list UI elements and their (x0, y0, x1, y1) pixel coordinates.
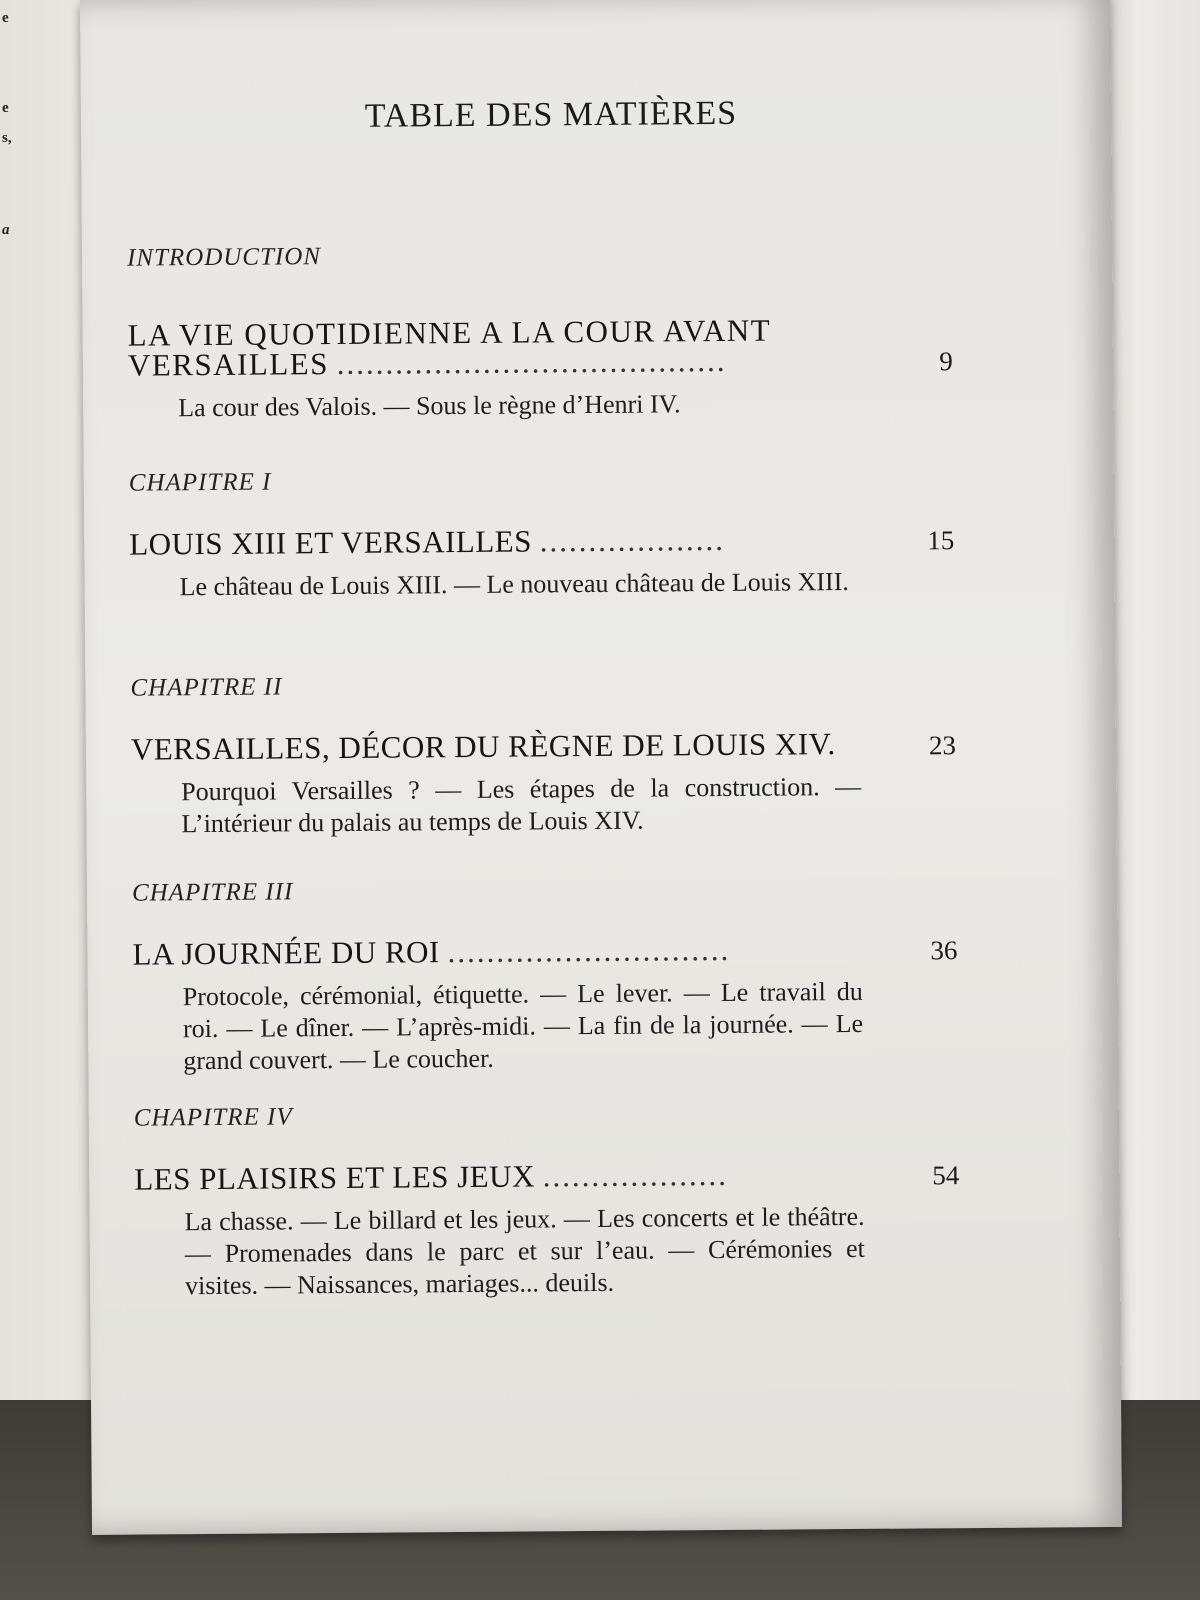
chapter-summary: Protocole, cérémonial, étiquette. — Le lever. — Le travail du roi. — Le dîner. — L’après-midi. — La fin de la journée. — Le grand couvert. — Le coucher. (182, 976, 864, 1076)
page-number: 54 (932, 1160, 960, 1191)
leader-dots: ................... (542, 1156, 729, 1194)
left-page-fragment: e (2, 10, 9, 26)
toc-section-chapitre-2 (130, 668, 956, 840)
toc-section-chapitre-1 (128, 463, 955, 603)
section-label: CHAPITRE III (131, 878, 294, 907)
left-page-fragment: s, (2, 130, 12, 146)
chapter-summary: Pourquoi Versailles ? — Les étapes de la construction. — L’intérieur du palais au temps de Louis XIV. (181, 771, 862, 839)
chapter-heading: VERSAILLES, DÉCOR DU RÈGNE DE LOUIS XIV. (130, 726, 836, 767)
toc-entry (129, 521, 955, 562)
chapter-heading: LES PLAISIRS ET LES JEUX (134, 1158, 536, 1197)
toc-entry (134, 1156, 960, 1197)
leader-dots: ................... (539, 521, 726, 559)
right-page-edge (1110, 0, 1200, 1400)
toc-section-chapitre-4 (133, 1098, 960, 1302)
section-label: CHAPITRE II (130, 673, 283, 702)
page-number: 36 (930, 935, 958, 966)
toc-entry (132, 931, 958, 972)
section-label: CHAPITRE I (128, 468, 272, 497)
chapter-heading: LOUIS XIII ET VERSAILLES (129, 523, 533, 562)
section-label: INTRODUCTION (126, 243, 322, 272)
toc-entry (130, 726, 956, 767)
chapter-summary: La cour des Valois. — Sous le règne d’Henri IV. (178, 389, 681, 423)
toc-section-chapitre-3 (131, 873, 958, 1077)
toc-section-introduction (126, 238, 953, 424)
chapter-summary: Le château de Louis XIII. — Le nouveau château de Louis XIII. (179, 566, 849, 602)
section-label: CHAPITRE IV (133, 1103, 293, 1132)
page-number: 9 (939, 346, 953, 377)
leader-dots: ........................................ (336, 342, 727, 381)
chapter-heading: LA JOURNÉE DU ROI (132, 934, 440, 972)
chapter-summary: La chasse. — Le billard et les jeux. — Les concerts et le théâtre. — Promenades dans le parc et sur l’eau. — Cérémonies et visites. — Naissances, mariages... deuils. (184, 1201, 865, 1301)
left-page-fragment: a (2, 222, 10, 238)
page-number: 23 (928, 730, 956, 761)
toc-entry (127, 312, 953, 383)
leader-dots: ............................. (447, 931, 731, 970)
book-page (80, 0, 1122, 1535)
page-title: TABLE DES MATIÈRES (364, 94, 738, 135)
chapter-heading: LA VIE QUOTIDIENNE A LA COUR AVANT VERSAILLES (127, 312, 771, 383)
page-number: 15 (927, 525, 955, 556)
left-page-fragment: e (2, 100, 9, 116)
